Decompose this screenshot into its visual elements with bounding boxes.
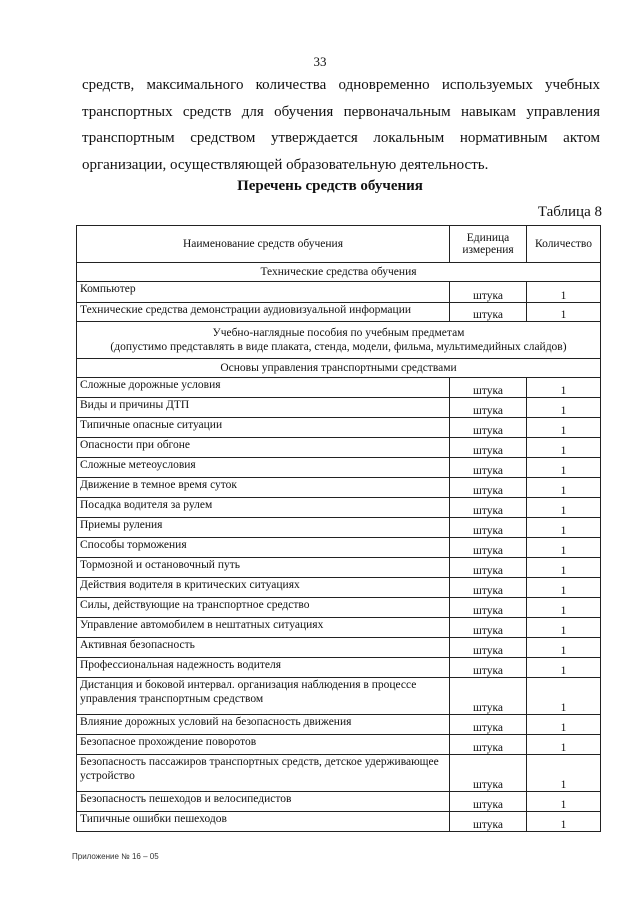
cell-unit: штука: [450, 378, 527, 398]
table-row: [77, 558, 601, 578]
table-row: [77, 303, 601, 322]
cell-qty: 1: [527, 538, 601, 558]
cell-name: Безопасность пешеходов и велосипедистов: [77, 792, 450, 812]
cell-unit: штука: [450, 638, 527, 658]
cell-unit: штука: [450, 678, 527, 715]
cell-name: Тормозной и остановочный путь: [77, 558, 450, 578]
cell-qty: 1: [527, 618, 601, 638]
body-paragraph: средств, максимального количества одновременно используемых учебных транспортных средств для обучения первоначальным навыкам управления транспортным средством утверждается локальным нормативным актом организации, осуществляющей образовательную деятельность.: [82, 77, 600, 173]
cell-unit: штука: [450, 755, 527, 792]
table-row: [77, 755, 601, 792]
cell-unit: штука: [450, 578, 527, 598]
cell-unit: штука: [450, 418, 527, 438]
table-row: [77, 378, 601, 398]
table-row: [77, 735, 601, 755]
cell-unit: штука: [450, 598, 527, 618]
cell-qty: 1: [527, 558, 601, 578]
cell-unit: штука: [450, 812, 527, 832]
cell-name: Управление автомобилем в нештатных ситуациях: [77, 618, 450, 638]
cell-qty: 1: [527, 398, 601, 418]
cell-name: Безопасность пассажиров транспортных средств, детское удерживающее устройство: [77, 755, 450, 792]
cell-qty: 1: [527, 458, 601, 478]
table-row: [77, 618, 601, 638]
cell-unit: штука: [450, 478, 527, 498]
table-row: [77, 812, 601, 832]
cell-name: Безопасное прохождение поворотов: [77, 735, 450, 755]
cell-name: Профессиональная надежность водителя: [77, 658, 450, 678]
table-row: [77, 518, 601, 538]
cell-name: Влияние дорожных условий на безопасность движения: [77, 715, 450, 735]
cell-unit: штука: [450, 558, 527, 578]
cell-qty: 1: [527, 735, 601, 755]
cell-qty: 1: [527, 658, 601, 678]
cell-name: Посадка водителя за рулем: [77, 498, 450, 518]
cell-unit: штука: [450, 658, 527, 678]
cell-unit: штука: [450, 715, 527, 735]
table-row: [77, 282, 601, 303]
table-row: [77, 678, 601, 715]
cell-qty: 1: [527, 638, 601, 658]
training-means-table: [76, 225, 601, 832]
table-label: Таблица 8: [537, 204, 602, 220]
cell-name: Технические средства демонстрации аудиовизуальной информации: [77, 303, 450, 322]
cell-qty: 1: [527, 715, 601, 735]
cell-unit: штука: [450, 438, 527, 458]
cell-name: Силы, действующие на транспортное средство: [77, 598, 450, 618]
header-unit: Единица измерения: [450, 226, 527, 263]
header-qty: Количество: [527, 226, 601, 263]
cell-unit: штука: [450, 303, 527, 322]
section-title-visual-aids: [77, 322, 601, 359]
cell-unit: штука: [450, 735, 527, 755]
cell-qty: 1: [527, 578, 601, 598]
cell-name: Опасности при обгоне: [77, 438, 450, 458]
cell-name: Дистанция и боковой интервал. организация наблюдения в процессе управления транспортным средством: [77, 678, 450, 715]
table-row: [77, 715, 601, 735]
cell-qty: 1: [527, 812, 601, 832]
section-title-technical: Технические средства обучения: [77, 263, 601, 282]
cell-qty: 1: [527, 303, 601, 322]
cell-qty: 1: [527, 678, 601, 715]
cell-name: Сложные дорожные условия: [77, 378, 450, 398]
section-title-line1: Учебно-наглядные пособия по учебным предметам: [212, 327, 465, 339]
cell-unit: штука: [450, 518, 527, 538]
cell-name: Движение в темное время суток: [77, 478, 450, 498]
cell-name: Активная безопасность: [77, 638, 450, 658]
cell-qty: 1: [527, 438, 601, 458]
cell-unit: штука: [450, 792, 527, 812]
cell-unit: штука: [450, 458, 527, 478]
table-row: [77, 578, 601, 598]
cell-qty: 1: [527, 378, 601, 398]
section-title-line2: (допустимо представлять в виде плаката, стенда, модели, фильма, мультимедийных слайдов): [110, 341, 567, 353]
cell-name: Компьютер: [77, 282, 450, 303]
cell-unit: штука: [450, 618, 527, 638]
cell-name: Действия водителя в критических ситуациях: [77, 578, 450, 598]
cell-name: Сложные метеоусловия: [77, 458, 450, 478]
cell-unit: штука: [450, 282, 527, 303]
cell-qty: 1: [527, 598, 601, 618]
page-number: 33: [313, 54, 327, 69]
table-row: [77, 398, 601, 418]
table-row: [77, 418, 601, 438]
cell-unit: штука: [450, 398, 527, 418]
cell-unit: штука: [450, 538, 527, 558]
cell-name: Виды и причины ДТП: [77, 398, 450, 418]
table-row: [77, 638, 601, 658]
section-title-vehicle-control: Основы управления транспортными средствами: [77, 359, 601, 378]
cell-qty: 1: [527, 478, 601, 498]
cell-qty: 1: [527, 518, 601, 538]
cell-name: Приемы руления: [77, 518, 450, 538]
cell-name: Типичные ошибки пешеходов: [77, 812, 450, 832]
table-row: [77, 478, 601, 498]
table-row: [77, 538, 601, 558]
cell-qty: 1: [527, 282, 601, 303]
cell-qty: 1: [527, 498, 601, 518]
table-row: [77, 498, 601, 518]
cell-name: Способы торможения: [77, 538, 450, 558]
cell-name: Типичные опасные ситуации: [77, 418, 450, 438]
cell-qty: 1: [527, 792, 601, 812]
cell-unit: штука: [450, 498, 527, 518]
table-row: [77, 658, 601, 678]
header-name: Наименование средств обучения: [77, 226, 450, 263]
table-row: [77, 598, 601, 618]
cell-qty: 1: [527, 755, 601, 792]
table-row: [77, 458, 601, 478]
cell-qty: 1: [527, 418, 601, 438]
table-row: [77, 438, 601, 458]
table-row: [77, 792, 601, 812]
footer-note: Приложение № 16 – 05: [72, 852, 159, 861]
section-heading: Перечень средств обучения: [237, 178, 423, 194]
